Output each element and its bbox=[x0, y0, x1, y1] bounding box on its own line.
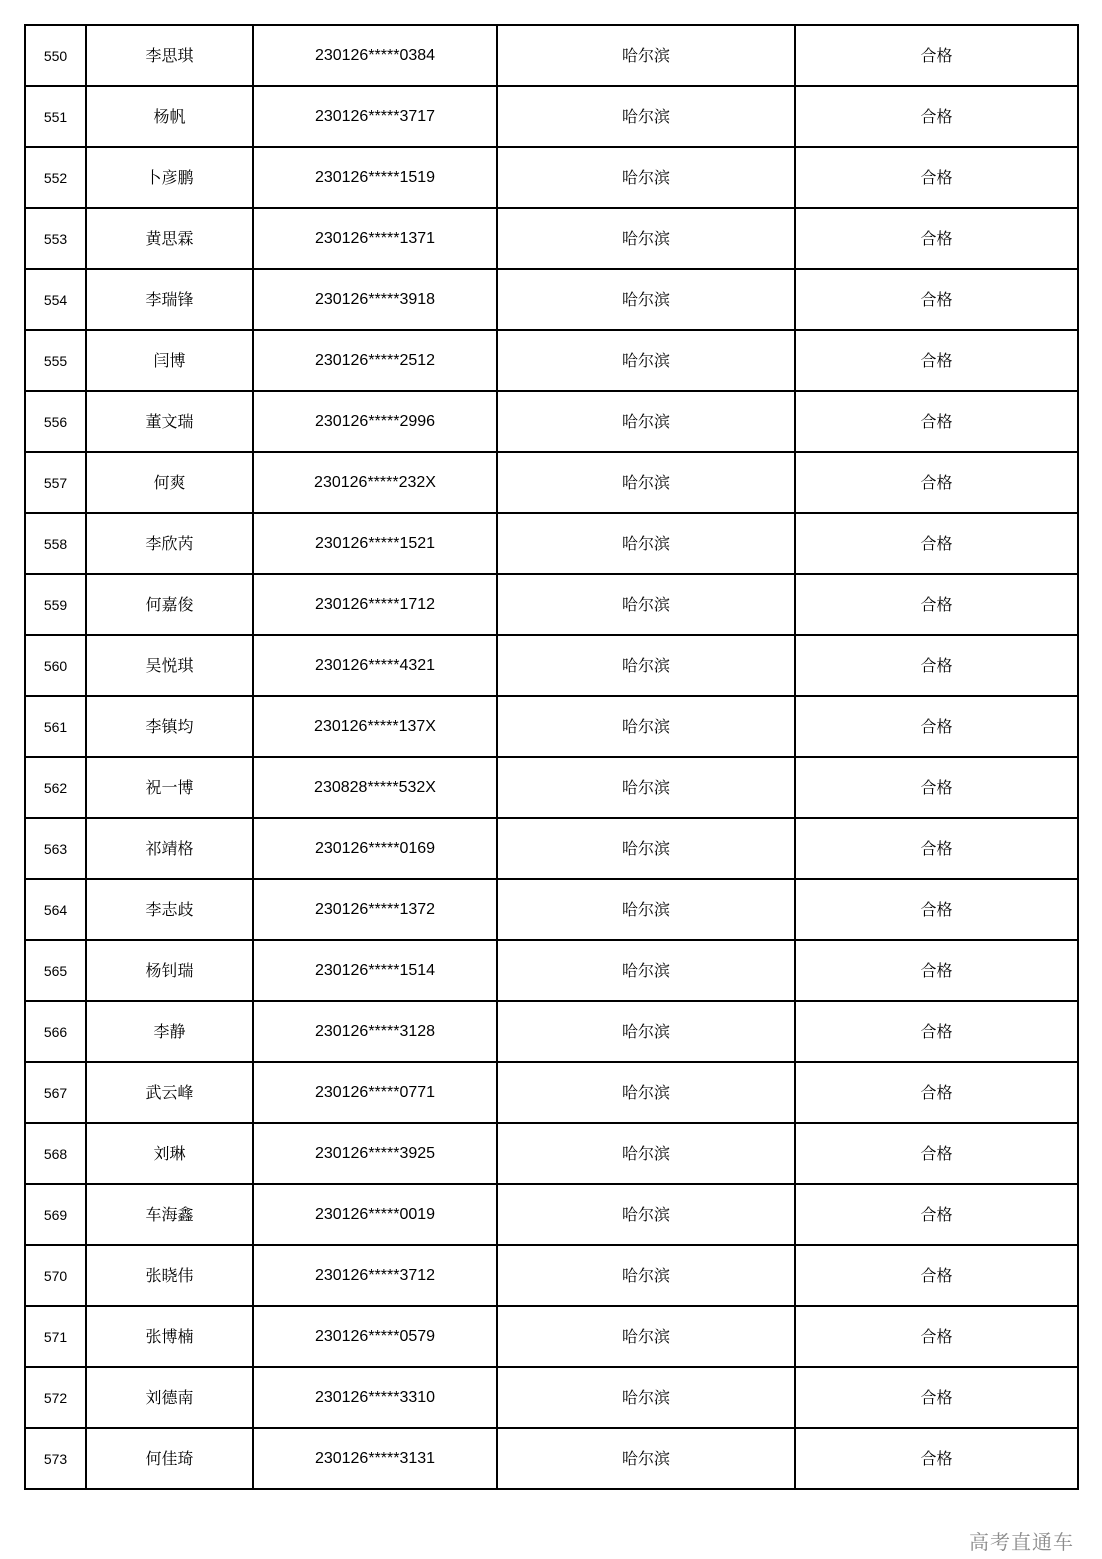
id-number-cell: 230126*****3128 bbox=[253, 1001, 497, 1062]
city-cell: 哈尔滨 bbox=[497, 635, 795, 696]
city-cell: 哈尔滨 bbox=[497, 574, 795, 635]
id-number-cell: 230126*****3717 bbox=[253, 86, 497, 147]
name-cell: 刘琳 bbox=[86, 1123, 253, 1184]
result-cell: 合格 bbox=[795, 513, 1078, 574]
table-row bbox=[25, 1367, 1078, 1428]
row-number-cell: 554 bbox=[25, 269, 86, 330]
result-cell: 合格 bbox=[795, 269, 1078, 330]
result-cell: 合格 bbox=[795, 1428, 1078, 1489]
name-cell: 李志歧 bbox=[86, 879, 253, 940]
row-number-cell: 563 bbox=[25, 818, 86, 879]
row-number-cell: 558 bbox=[25, 513, 86, 574]
result-cell: 合格 bbox=[795, 757, 1078, 818]
table-row bbox=[25, 208, 1078, 269]
result-cell: 合格 bbox=[795, 86, 1078, 147]
row-number-cell: 565 bbox=[25, 940, 86, 1001]
result-cell: 合格 bbox=[795, 1062, 1078, 1123]
city-cell: 哈尔滨 bbox=[497, 818, 795, 879]
name-cell: 祝一博 bbox=[86, 757, 253, 818]
city-cell: 哈尔滨 bbox=[497, 879, 795, 940]
result-cell: 合格 bbox=[795, 635, 1078, 696]
row-number-cell: 552 bbox=[25, 147, 86, 208]
id-number-cell: 230126*****232X bbox=[253, 452, 497, 513]
roster-table bbox=[24, 24, 1079, 1490]
row-number-cell: 562 bbox=[25, 757, 86, 818]
id-number-cell: 230126*****3918 bbox=[253, 269, 497, 330]
id-number-cell: 230126*****137X bbox=[253, 696, 497, 757]
id-number-cell: 230126*****3712 bbox=[253, 1245, 497, 1306]
row-number-cell: 559 bbox=[25, 574, 86, 635]
result-cell: 合格 bbox=[795, 696, 1078, 757]
name-cell: 李思琪 bbox=[86, 25, 253, 86]
name-cell: 闫博 bbox=[86, 330, 253, 391]
city-cell: 哈尔滨 bbox=[497, 757, 795, 818]
name-cell: 武云峰 bbox=[86, 1062, 253, 1123]
table-row bbox=[25, 86, 1078, 147]
result-cell: 合格 bbox=[795, 208, 1078, 269]
name-cell: 车海鑫 bbox=[86, 1184, 253, 1245]
row-number-cell: 570 bbox=[25, 1245, 86, 1306]
table-row bbox=[25, 696, 1078, 757]
result-cell: 合格 bbox=[795, 1001, 1078, 1062]
result-cell: 合格 bbox=[795, 1245, 1078, 1306]
id-number-cell: 230126*****2996 bbox=[253, 391, 497, 452]
result-cell: 合格 bbox=[795, 1184, 1078, 1245]
city-cell: 哈尔滨 bbox=[497, 330, 795, 391]
city-cell: 哈尔滨 bbox=[497, 1001, 795, 1062]
city-cell: 哈尔滨 bbox=[497, 1184, 795, 1245]
row-number-cell: 568 bbox=[25, 1123, 86, 1184]
table-row bbox=[25, 635, 1078, 696]
name-cell: 何嘉俊 bbox=[86, 574, 253, 635]
name-cell: 卜彦鹏 bbox=[86, 147, 253, 208]
name-cell: 董文瑞 bbox=[86, 391, 253, 452]
row-number-cell: 557 bbox=[25, 452, 86, 513]
row-number-cell: 572 bbox=[25, 1367, 86, 1428]
row-number-cell: 566 bbox=[25, 1001, 86, 1062]
roster-table-body bbox=[25, 25, 1078, 1489]
city-cell: 哈尔滨 bbox=[497, 1306, 795, 1367]
table-row bbox=[25, 818, 1078, 879]
table-row bbox=[25, 940, 1078, 1001]
result-cell: 合格 bbox=[795, 940, 1078, 1001]
city-cell: 哈尔滨 bbox=[497, 940, 795, 1001]
table-row bbox=[25, 147, 1078, 208]
city-cell: 哈尔滨 bbox=[497, 25, 795, 86]
name-cell: 祁靖格 bbox=[86, 818, 253, 879]
city-cell: 哈尔滨 bbox=[497, 208, 795, 269]
table-row bbox=[25, 574, 1078, 635]
city-cell: 哈尔滨 bbox=[497, 1245, 795, 1306]
table-row bbox=[25, 1001, 1078, 1062]
table-row bbox=[25, 269, 1078, 330]
name-cell: 刘德南 bbox=[86, 1367, 253, 1428]
id-number-cell: 230126*****3131 bbox=[253, 1428, 497, 1489]
result-cell: 合格 bbox=[795, 574, 1078, 635]
result-cell: 合格 bbox=[795, 818, 1078, 879]
id-number-cell: 230126*****0019 bbox=[253, 1184, 497, 1245]
row-number-cell: 573 bbox=[25, 1428, 86, 1489]
result-cell: 合格 bbox=[795, 452, 1078, 513]
id-number-cell: 230126*****1371 bbox=[253, 208, 497, 269]
result-cell: 合格 bbox=[795, 1123, 1078, 1184]
id-number-cell: 230126*****0771 bbox=[253, 1062, 497, 1123]
city-cell: 哈尔滨 bbox=[497, 147, 795, 208]
id-number-cell: 230126*****3925 bbox=[253, 1123, 497, 1184]
id-number-cell: 230126*****4321 bbox=[253, 635, 497, 696]
row-number-cell: 556 bbox=[25, 391, 86, 452]
table-row bbox=[25, 1062, 1078, 1123]
city-cell: 哈尔滨 bbox=[497, 696, 795, 757]
id-number-cell: 230126*****1514 bbox=[253, 940, 497, 1001]
name-cell: 杨钊瑞 bbox=[86, 940, 253, 1001]
result-cell: 合格 bbox=[795, 147, 1078, 208]
name-cell: 李镇均 bbox=[86, 696, 253, 757]
id-number-cell: 230126*****1712 bbox=[253, 574, 497, 635]
row-number-cell: 564 bbox=[25, 879, 86, 940]
row-number-cell: 555 bbox=[25, 330, 86, 391]
table-row bbox=[25, 757, 1078, 818]
row-number-cell: 550 bbox=[25, 25, 86, 86]
city-cell: 哈尔滨 bbox=[497, 1123, 795, 1184]
row-number-cell: 567 bbox=[25, 1062, 86, 1123]
watermark-text: 高考直通车 bbox=[969, 1530, 1074, 1554]
row-number-cell: 551 bbox=[25, 86, 86, 147]
result-cell: 合格 bbox=[795, 1367, 1078, 1428]
id-number-cell: 230126*****3310 bbox=[253, 1367, 497, 1428]
name-cell: 黄思霖 bbox=[86, 208, 253, 269]
city-cell: 哈尔滨 bbox=[497, 1428, 795, 1489]
row-number-cell: 553 bbox=[25, 208, 86, 269]
name-cell: 杨帆 bbox=[86, 86, 253, 147]
table-row bbox=[25, 1306, 1078, 1367]
name-cell: 何爽 bbox=[86, 452, 253, 513]
table-row bbox=[25, 391, 1078, 452]
id-number-cell: 230126*****0384 bbox=[253, 25, 497, 86]
city-cell: 哈尔滨 bbox=[497, 513, 795, 574]
table-row bbox=[25, 879, 1078, 940]
name-cell: 李瑞锋 bbox=[86, 269, 253, 330]
city-cell: 哈尔滨 bbox=[497, 391, 795, 452]
id-number-cell: 230828*****532X bbox=[253, 757, 497, 818]
row-number-cell: 571 bbox=[25, 1306, 86, 1367]
city-cell: 哈尔滨 bbox=[497, 1367, 795, 1428]
city-cell: 哈尔滨 bbox=[497, 86, 795, 147]
name-cell: 张博楠 bbox=[86, 1306, 253, 1367]
id-number-cell: 230126*****1521 bbox=[253, 513, 497, 574]
city-cell: 哈尔滨 bbox=[497, 452, 795, 513]
table-row bbox=[25, 1123, 1078, 1184]
name-cell: 李静 bbox=[86, 1001, 253, 1062]
id-number-cell: 230126*****0579 bbox=[253, 1306, 497, 1367]
city-cell: 哈尔滨 bbox=[497, 1062, 795, 1123]
name-cell: 张晓伟 bbox=[86, 1245, 253, 1306]
result-cell: 合格 bbox=[795, 391, 1078, 452]
table-row bbox=[25, 25, 1078, 86]
row-number-cell: 560 bbox=[25, 635, 86, 696]
table-row bbox=[25, 513, 1078, 574]
name-cell: 何佳琦 bbox=[86, 1428, 253, 1489]
result-cell: 合格 bbox=[795, 879, 1078, 940]
row-number-cell: 561 bbox=[25, 696, 86, 757]
result-cell: 合格 bbox=[795, 330, 1078, 391]
table-row bbox=[25, 452, 1078, 513]
table-row bbox=[25, 1428, 1078, 1489]
id-number-cell: 230126*****1519 bbox=[253, 147, 497, 208]
city-cell: 哈尔滨 bbox=[497, 269, 795, 330]
result-cell: 合格 bbox=[795, 25, 1078, 86]
table-row bbox=[25, 1184, 1078, 1245]
table-row bbox=[25, 1245, 1078, 1306]
id-number-cell: 230126*****0169 bbox=[253, 818, 497, 879]
id-number-cell: 230126*****2512 bbox=[253, 330, 497, 391]
name-cell: 李欣芮 bbox=[86, 513, 253, 574]
name-cell: 吴悦琪 bbox=[86, 635, 253, 696]
table-row bbox=[25, 330, 1078, 391]
row-number-cell: 569 bbox=[25, 1184, 86, 1245]
id-number-cell: 230126*****1372 bbox=[253, 879, 497, 940]
result-cell: 合格 bbox=[795, 1306, 1078, 1367]
